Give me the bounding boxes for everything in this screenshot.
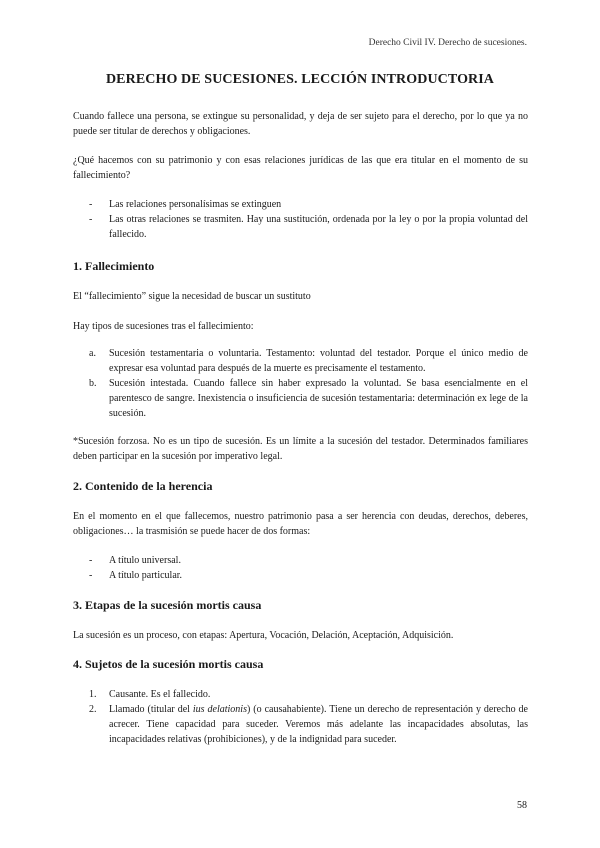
subjects-list (73, 687, 528, 747)
list-item: - A título universal. (89, 555, 181, 566)
forced-succession-note: *Sucesión forzosa. No es un tipo de sucesión. Es un límite a la sucesión del testador. Determinados familiares deben participar en la sucesión por imperativo legal. (73, 436, 528, 462)
s2-paragraph-1: En el momento en el que fallecemos, nuestro patrimonio pasa a ser herencia con deudas, derechos, deberes, obligaciones… la trasmisión se puede hacer de dos formas: (73, 511, 528, 537)
list-item: 2. Llamado (titular del ius delationis) (o causahabiente). Tiene un derecho de representación y derecho de acrecer. Tiene capacidad para suceder. Veremos más adelante las incapacidades absolutas, las incapacidades relativas (prohibiciones), y de la indignidad para suceder. (89, 704, 528, 745)
section-heading-contenido: 2. Contenido de la herencia (73, 479, 213, 493)
list-item: 1. Causante. Es el fallecido. (89, 689, 211, 700)
page-number: 58 (517, 800, 527, 811)
list-item: - A título particular. (89, 570, 183, 581)
list-item: b. Sucesión intestada. Cuando fallece sin haber expresado la voluntad. Se basa esencialmente en el parentesco de sangre. Inexistencia o insuficiencia de sucesión testamentaria: determinación ex lege de la sucesión. (89, 378, 528, 419)
intro-bullet-list (73, 197, 528, 242)
transmission-forms-list (73, 553, 528, 583)
list-item: - Las otras relaciones se trasmiten. Hay una sustitución, ordenada por la ley o por la propia voluntad del fallecido. (89, 214, 528, 240)
section-heading-sujetos: 4. Sujetos de la sucesión mortis causa (73, 657, 264, 671)
intro-paragraph-2: ¿Qué hacemos con su patrimonio y con esas relaciones jurídicas de las que era titular en el momento de su fallecimiento? (73, 155, 528, 181)
page-title: DERECHO DE SUCESIONES. LECCIÓN INTRODUCTORIA (105, 72, 495, 87)
list-item: - Las relaciones personalísimas se extinguen (89, 199, 282, 210)
succession-types-list (73, 346, 528, 421)
section-heading-fallecimiento: 1. Fallecimiento (73, 259, 155, 273)
intro-paragraph-1: Cuando fallece una persona, se extingue su personalidad, y deja de ser sujeto para el derecho, por lo que ya no puede ser titular de derechos y obligaciones. (73, 111, 528, 137)
s1-paragraph-1: El “fallecimiento” sigue la necesidad de buscar un sustituto (73, 291, 311, 302)
running-header: Derecho Civil IV. Derecho de sucesiones. (368, 38, 527, 48)
section-heading-etapas: 3. Etapas de la sucesión mortis causa (73, 598, 262, 612)
s1-paragraph-2: Hay tipos de sucesiones tras el fallecimiento: (73, 321, 254, 332)
list-item: a. Sucesión testamentaria o voluntaria. Testamento: voluntad del testador. Porque el único medio de expresar esa voluntad para después de la muerte es precisamente el testamento. (89, 348, 528, 374)
ius-delationis-term: ius delationis (192, 704, 247, 715)
s3-paragraph-1: La sucesión es un proceso, con etapas: Apertura, Vocación, Delación, Aceptación, Adquisición. (73, 630, 454, 641)
